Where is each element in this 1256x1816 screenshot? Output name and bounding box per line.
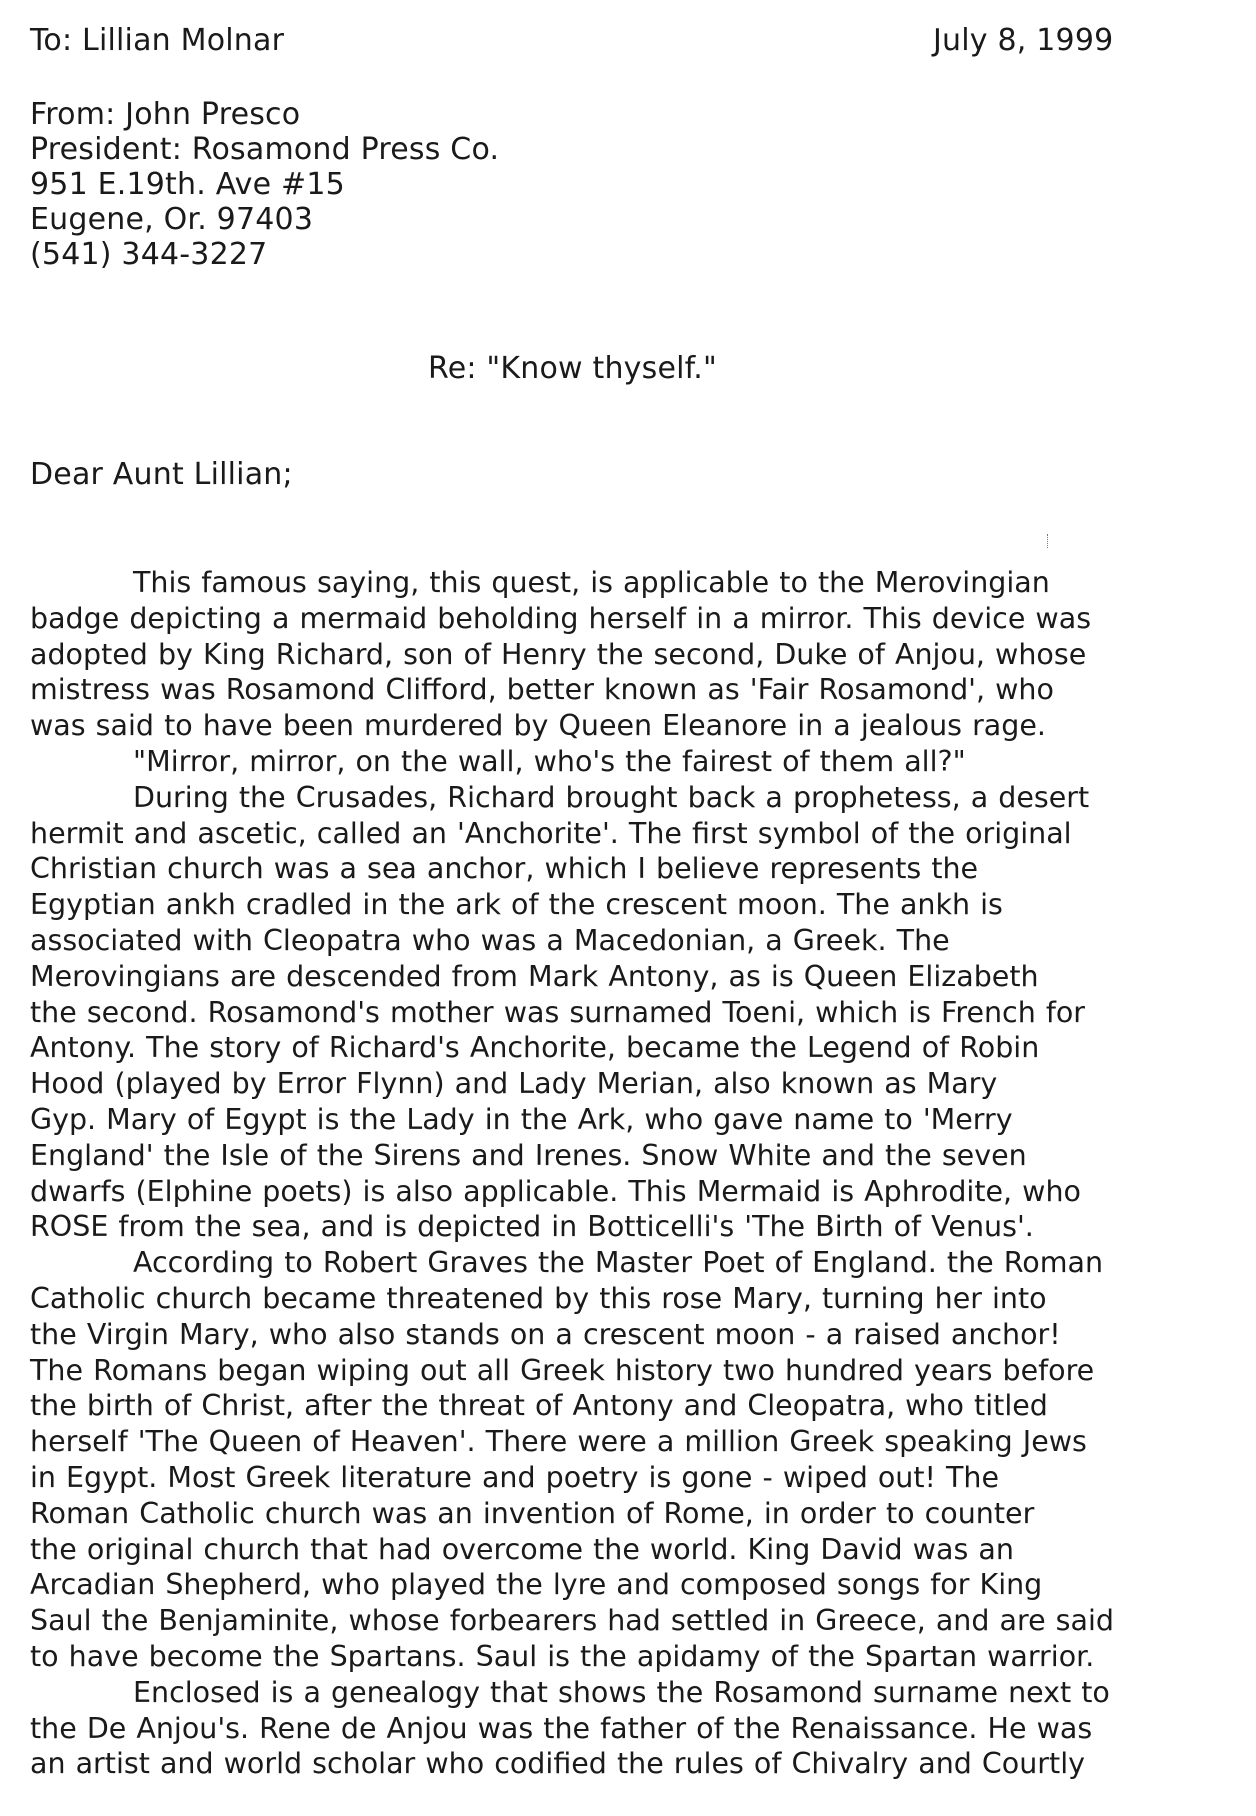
body-line: According to Robert Graves the Master Poet of England. the Roman — [133, 1246, 1104, 1280]
body-line: Hood (played by Error Flynn) and Lady Merian, also known as Mary — [30, 1067, 998, 1101]
body-line: Arcadian Shepherd, who played the lyre and composed songs for King — [30, 1568, 1043, 1602]
body-line: Saul the Benjaminite, whose forbearers had settled in Greece, and are said — [30, 1604, 1114, 1638]
body-line: ROSE from the sea, and is depicted in Botticelli's 'The Birth of Venus'. — [30, 1210, 1034, 1244]
letter-date: July 8, 1999 — [933, 23, 1114, 58]
salutation: Dear Aunt Lillian; — [30, 457, 293, 492]
body-line: Enclosed is a genealogy that shows the Rosamond surname next to — [133, 1675, 1110, 1709]
paragraph-3 — [30, 780, 1230, 1245]
paragraph-4 — [30, 1245, 1230, 1675]
body-line: the De Anjou's. Rene de Anjou was the father of the Renaissance. He was — [30, 1711, 1093, 1745]
sender-name: From: John Presco — [30, 97, 301, 132]
sender-block — [30, 98, 499, 273]
body-line: Antony. The story of Richard's Anchorite, became the Legend of Robin — [30, 1031, 1040, 1065]
body-line: Christian church was a sea anchor, which I believe represents the — [30, 852, 979, 886]
paragraph-5 — [30, 1675, 1230, 1782]
body-line: the second. Rosamond's mother was surnamed Toeni, which is French for — [30, 995, 1086, 1029]
body-line: badge depicting a mermaid beholding herself in a mirror. This device was — [30, 601, 1092, 635]
body-line: the Virgin Mary, who also stands on a crescent moon - a raised anchor! — [30, 1317, 1061, 1351]
body-line: the original church that had overcome the world. King David was an — [30, 1532, 1014, 1566]
body-line: to have become the Spartans. Saul is the apidamy of the Spartan warrior. — [30, 1639, 1095, 1673]
sender-city: Eugene, Or. 97403 — [30, 202, 314, 237]
letter-body — [30, 565, 1230, 1782]
body-line: Merovingians are descended from Mark Antony, as is Queen Elizabeth — [30, 959, 1039, 993]
body-line: During the Crusades, Richard brought back a prophetess, a desert — [133, 780, 1090, 814]
body-line: adopted by King Richard, son of Henry the second, Duke of Anjou, whose — [30, 637, 1087, 671]
body-line: hermit and ascetic, called an 'Anchorite'. The first symbol of the original — [30, 816, 1072, 850]
scan-speck — [1047, 534, 1050, 548]
body-line: The Romans began wiping out all Greek history two hundred years before — [30, 1353, 1095, 1387]
body-line: Egyptian ankh cradled in the ark of the crescent moon. The ankh is — [30, 888, 1003, 922]
body-line: herself 'The Queen of Heaven'. There were a million Greek speaking Jews — [30, 1425, 1087, 1459]
body-line: mistress was Rosamond Clifford, better known as 'Fair Rosamond', who — [30, 673, 1054, 707]
paragraph-2 — [30, 744, 1230, 780]
body-line: Roman Catholic church was an invention of Rome, in order to counter — [30, 1496, 1035, 1530]
sender-title: President: Rosamond Press Co. — [30, 132, 500, 167]
body-line: an artist and world scholar who codified the rules of Chivalry and Courtly — [30, 1747, 1085, 1781]
paragraph-1 — [30, 565, 1230, 744]
body-line: England' the Isle of the Sirens and Irenes. Snow White and the seven — [30, 1138, 1027, 1172]
subject-line: Re: "Know thyself." — [428, 351, 717, 386]
body-line: in Egypt. Most Greek literature and poetry is gone - wiped out! The — [30, 1460, 1000, 1494]
body-line: "Mirror, mirror, on the wall, who's the fairest of them all?" — [133, 744, 966, 778]
body-line: was said to have been murdered by Queen Eleanore in a jealous rage. — [30, 709, 1046, 743]
body-line: Gyp. Mary of Egypt is the Lady in the Ark, who gave name to 'Merry — [30, 1102, 1013, 1136]
body-line: the birth of Christ, after the threat of Antony and Cleopatra, who titled — [30, 1389, 1048, 1423]
body-line: This famous saying, this quest, is applicable to the Merovingian — [133, 566, 1050, 599]
body-line: associated with Cleopatra who was a Macedonian, a Greek. The — [30, 923, 950, 957]
body-line: Catholic church became threatened by this rose Mary, turning her into — [30, 1281, 1047, 1315]
sender-phone: (541) 344-3227 — [30, 237, 268, 272]
body-line: dwarfs (Elphine poets) is also applicable. This Mermaid is Aphrodite, who — [30, 1174, 1081, 1208]
sender-street: 951 E.19th. Ave #15 — [30, 167, 345, 202]
recipient-line: To: Lillian Molnar — [30, 23, 285, 58]
